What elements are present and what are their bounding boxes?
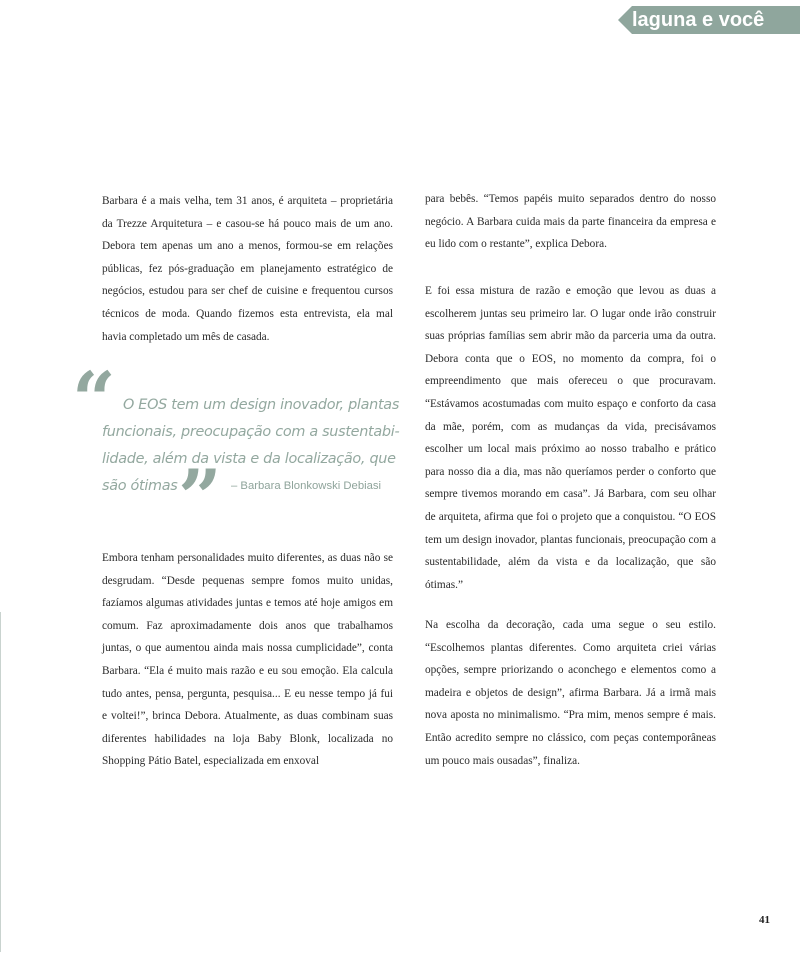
body-paragraph: Barbara é a mais velha, tem 31 anos, é arquiteta – proprietária da Trezze Arquitetura – e casou-se há pouco mais de um ano. Debora tem apenas um ano a menos, formou-se em relações públicas, fez pós-graduação em planejamento estratégico de negócios, estudou para ser chef de cuisine e frequentou cursos técnicos de moda. Quando fizemos esta entrevista, ela mal havia completado um mês de casada. bbox=[102, 195, 393, 343]
left-margin-rule bbox=[0, 612, 1, 952]
pull-quote-line: lidade, além da vista e da localização, que bbox=[102, 451, 396, 467]
page-number: 41 bbox=[759, 914, 770, 926]
left-column-body bbox=[102, 547, 393, 773]
pull-quote-line: funcionais, preocupação com a sustentabi- bbox=[102, 424, 400, 440]
open-quote-mark-icon: “ bbox=[72, 355, 116, 444]
pull-quote-line: são ótimas bbox=[102, 478, 178, 494]
body-paragraph: E foi essa mistura de razão e emoção que levou as duas a escolherem juntas seu primeiro lar. O lugar onde irão construir suas próprias famílias sem abrir mão da parceria uma da outra. Debora conta que o EOS, no momento da compra, foi o empreendimento que mais ofereceu o que procuravam. “Estávamos acostumadas com muito espaço e conforto da casa da mãe, porém, com as mudanças da vida, precisávamos escolher um local mais próximo ao nosso trabalho e prático para nosso dia a dia, mas não queríamos perder o conforto que sempre tivemos morando em casa”. Já Barbara, com seu olhar de arquiteta, afirma que foi o projeto que a conquistou. “O EOS tem um design inovador, plantas funcionais, preocupação com a sustentabilidade, além da vista e da localização, que são ótimas.” bbox=[425, 285, 716, 591]
body-paragraph: para bebês. “Temos papéis muito separados dentro do nosso negócio. A Barbara cuida mais da parte financeira da empresa e eu lido com o restante”, explica Debora. bbox=[425, 193, 716, 251]
close-quote-mark-icon: ” bbox=[178, 453, 222, 542]
body-paragraph: Na escolha da decoração, cada uma segue o seu estilo. “Escolhemos plantas diferentes. Como arquiteta criei várias opções, sempre priorizando o aconchego e elementos como a madeira e objetos de design”, afirma Barbara. Já a irmã mais nova aposta no minimalismo. “Pra mim, menos sempre é mais. Então acredito sempre no clássico, com peças contemporâneas um pouco mais ousadas”, finaliza. bbox=[425, 619, 716, 767]
right-column-top bbox=[425, 188, 716, 256]
section-header-label: laguna e você bbox=[632, 9, 765, 31]
right-column-bottom bbox=[425, 614, 716, 772]
pull-quote-line: O EOS tem um design inovador, plantas bbox=[123, 397, 400, 413]
right-column-middle bbox=[425, 280, 716, 596]
left-column-intro bbox=[102, 190, 393, 348]
body-paragraph: Embora tenham personalidades muito diferentes, as duas não se desgrudam. “Desde pequenas sempre fomos muito unidas, fazíamos algumas atividades juntas e temos até hoje amigos em comum. Faz aproximadamente dois anos que trabalhamos juntas, o que aumentou ainda mais nossa cumplicidade”, conta Barbara. “Ela é muito mais razão e eu sou emoção. Ela calcula tudo antes, pensa, pergunta, pesquisa... E eu nesse tempo já fui e voltei!”, brinca Debora. Atualmente, as duas combinam suas diferentes habilidades na loja Baby Blonk, localizada no Shopping Pátio Batel, especializada em enxoval bbox=[102, 552, 393, 768]
pull-quote-attribution: – Barbara Blonkowski Debiasi bbox=[231, 480, 382, 492]
